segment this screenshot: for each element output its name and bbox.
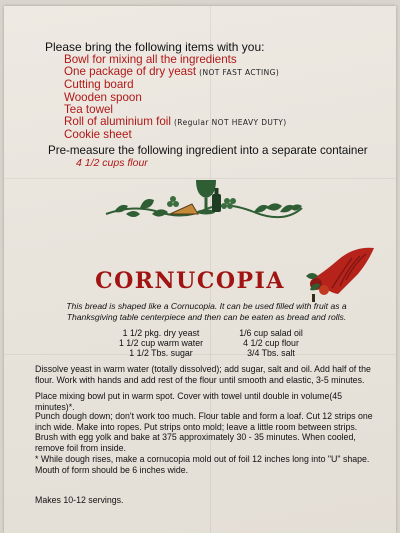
ingredients-left-column	[106, 328, 216, 359]
items-list	[64, 54, 287, 141]
ingredient-item: 1/6 cup salad oil	[239, 328, 303, 338]
instruction-step: * While dough rises, make a cornucopia mold out of foil 12 inches long into "U" shape. Mouth of form should be 6 inches wide.	[35, 454, 370, 475]
list-item: One package of dry yeast (NOT FAST ACTING)	[64, 65, 280, 79]
ingredients-right-column	[216, 328, 326, 359]
grape-vine-goblet-icon	[104, 174, 304, 226]
premeasure-heading: Pre-measure the following ingredient into a separate container	[48, 144, 368, 157]
ingredient-item: 1 1/2 cup warm water	[118, 338, 204, 349]
ingredient-item: 1 1/2 Tbs. sugar	[129, 348, 193, 359]
recipe-sheet	[4, 6, 396, 533]
handwritten-note: (Regular NOT HEAVY DUTY)	[173, 118, 287, 128]
servings-note: Makes 10-12 servings.	[35, 495, 124, 505]
recipe-description: This bread is shaped like a Cornucopia. It can be used filled with fruit as a Thanksgiving table centerpiece and then can be eaten as bread and rolls.	[66, 301, 347, 322]
list-item: Roll of aluminium foil (Regular NOT HEAVY DUTY)	[64, 115, 287, 129]
list-item: Bowl for mixing all the ingredients	[64, 53, 237, 66]
handwritten-note: (NOT FAST ACTING)	[199, 68, 280, 78]
instruction-step: Place mixing bowl put in warm spot. Cover with towel until double in volume(45 minutes)*.	[35, 391, 343, 412]
ingredient-item: 4 1/2 cup flour	[243, 338, 299, 349]
items-intro: Please bring the following items with you:	[45, 40, 265, 54]
ingredient-item: 3/4 Tbs. salt	[247, 348, 295, 359]
instruction-step: Punch dough down; don't work too much. Flour table and form a loaf. Cut 12 strips one inch wide. Make into ropes. Put strips onto mold; leave a little room between strips. Brush with egg yolk and bake at 375 approximately 30 - 35 minutes. When cooled, remove foil from inside.	[35, 411, 373, 453]
cornucopia-icon	[302, 244, 376, 304]
instruction-step: Dissolve yeast in warm water (totally dissolved); add sugar, salt and oil. Add half of the flour. Work with hands and add rest of the flour until smooth and elastic, 3-5 minutes.	[35, 364, 371, 385]
list-item: Wooden spoon	[64, 90, 142, 104]
list-item: Cookie sheet	[64, 128, 132, 142]
ingredient-item: 1 1/2 pkg. dry yeast	[122, 328, 200, 338]
recipe-title: CORNUCOPIA	[95, 268, 285, 294]
premeasure-value: 4 1/2 cups flour	[76, 157, 148, 169]
list-item: Tea towel	[64, 102, 113, 116]
list-item: Cutting board	[64, 78, 134, 92]
